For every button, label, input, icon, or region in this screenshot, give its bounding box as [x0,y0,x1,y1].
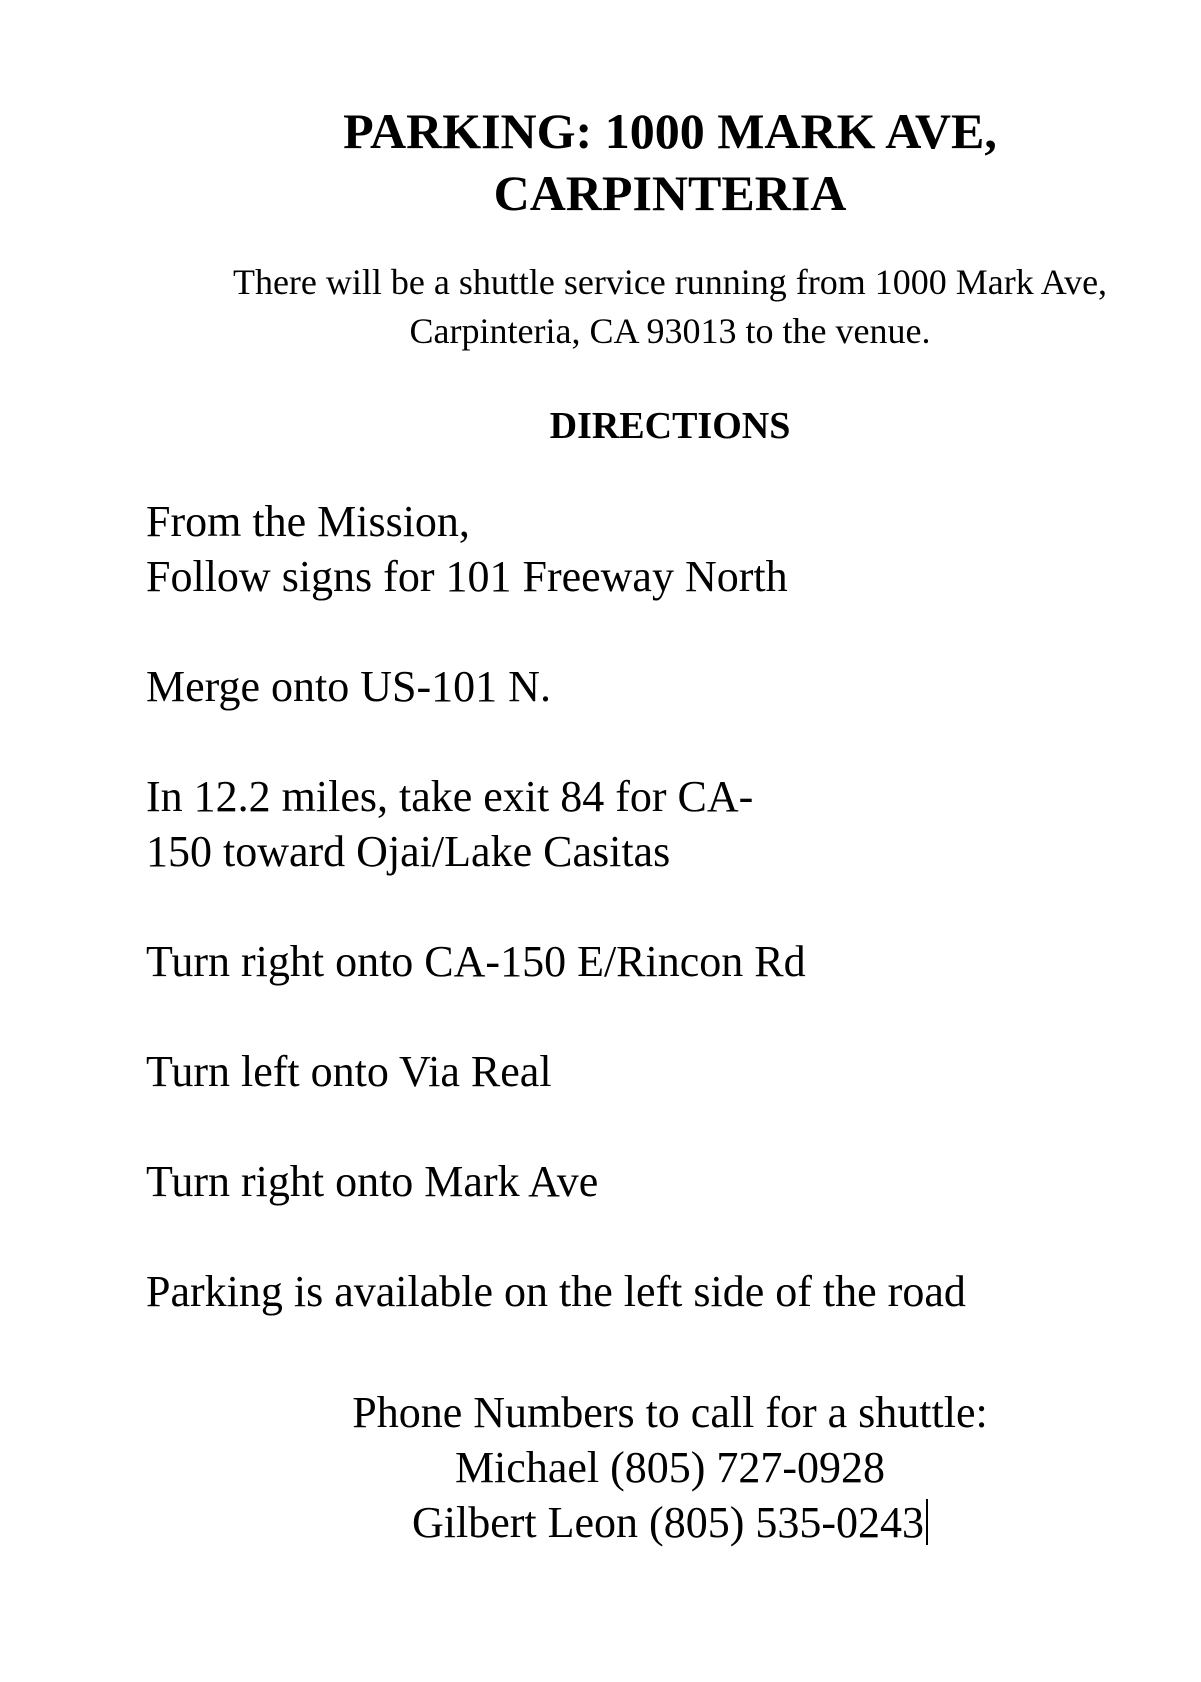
intro-line-1: There will be a shuttle service running from 1000 Mark Ave, [232,262,1108,302]
direction-step [146,769,1146,879]
step-line: Follow signs for 101 Freeway North [146,552,788,601]
step-line: Turn right onto CA-150 E/Rincon Rd [146,937,806,986]
step-line: In 12.2 miles, take exit 84 for CA- [146,772,754,821]
title-line-1: PARKING: 1000 MARK AVE, [343,103,997,159]
shuttle-contact [160,1385,1180,1550]
text-cursor [926,1499,928,1545]
direction-step [146,1264,1146,1319]
direction-step [146,1154,1146,1209]
shuttle-intro [120,258,1201,356]
contact-line: Gilbert Leon (805) 535-0243 [412,1498,924,1547]
step-line: Parking is available on the left side of the road [146,1267,966,1316]
step-line: Merge onto US-101 N. [146,662,551,711]
step-line: Turn left onto Via Real [146,1047,552,1096]
directions-heading: DIRECTIONS [549,405,791,447]
step-line: Turn right onto Mark Ave [146,1157,599,1206]
page-title [160,100,1180,224]
title-line-2: CARPINTERIA [493,165,847,221]
intro-line-2: Carpinteria, CA 93013 to the venue. [409,311,931,351]
contact-line: Michael (805) 727-0928 [454,1443,886,1492]
step-line: 150 toward Ojai/Lake Casitas [146,827,671,876]
step-line: From the Mission, [146,497,470,546]
direction-step [146,659,1146,714]
direction-step [146,1044,1146,1099]
direction-step [146,934,1146,989]
direction-step [146,494,1146,604]
contact-line-last [160,1495,1180,1550]
contact-heading: Phone Numbers to call for a shuttle: [352,1388,988,1437]
